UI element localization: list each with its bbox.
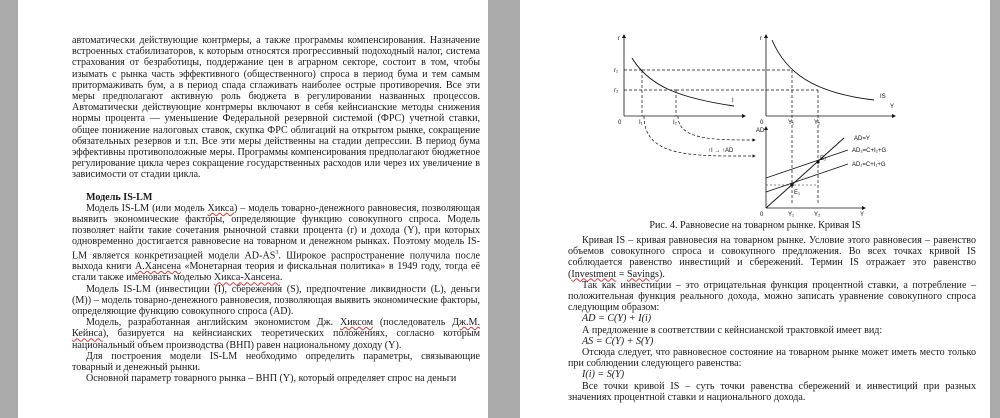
axis-label-r: r	[618, 36, 620, 42]
axis-label-y3: Y	[860, 212, 865, 218]
paragraph-equilibrium: Отсюда следует, что равновесное состояние на товарном рынке может иметь место только при соблюдении следующего равенства:	[568, 347, 976, 370]
is-panel	[642, 36, 894, 203]
paragraph-supply: А предложение в соответствии с кейнсианской трактовкой имеет вид:	[582, 324, 883, 336]
tick-y1-bottom: Y₁	[788, 212, 795, 218]
label-ad1: AD₁=C+I₁+G	[852, 162, 886, 168]
label-ad-equals-y: AD=Y	[854, 136, 870, 142]
paragraph-stabilizers: автоматически действующие контрмеры, а также программы компенсирования. Назначение встроенных стабилизаторов, к которым относятся прогрессивный подоходный налог, система страхования от безработицы, поддержание цен в аграрном секторе, состоит в том, чтобы изымать с рынка часть эффективного (общественного) спроса в период бума и тем самым притормаживать бум, а в период спада сглаживать наиболее острые противоречия. Все эти меры предполагают активную роль бюджета в регулировании названных процессов. Автоматически действующие контрмеры включают в себя кейнсианские методы снижения нормы процента — уменьшение Федеральной резервной системой (ФРС) учетной ставки, общее понижение налоговых ставок, скупка ФРС облигаций на открытом рынке, сокращение обязательных резервов и т.п. Все эти меры действенны на стадии депрессии. В период бума эффективны противоположные меры. Программы компенсирования предполагают бюджетное регулирование цикла через сокращение государственных расходов или через их увеличение в зависимости от стадии цикла.	[72, 35, 480, 181]
label-e1: E₁	[794, 190, 801, 196]
tick-i2: I₂	[673, 120, 677, 126]
origin-label-2: 0	[760, 120, 764, 126]
figure-caption: Рис. 4. Равновесие на товарном рынке. Кривая IS	[649, 220, 861, 231]
paragraph-model-variables: Модель IS-LM (инвестиции (I), сбережения (S), предпочтение ликвидности (L), деньги (M)) – модель товарно-денежного равновесия, позволяющая выявить экономические факторы, определяющие функцию совокупного спроса (AD).	[72, 283, 480, 318]
paragraph-parameters: Для построения модели IS-LM необходимо определить параметры, связывающие товарный и денежный рынки.	[72, 350, 480, 374]
right-document-page	[520, 0, 990, 418]
section-heading-is-lm: Модель IS-LM	[86, 191, 153, 203]
curve-label-is: IS	[880, 94, 886, 100]
tick-r2: r₂	[614, 88, 619, 94]
keynesian-cross-panel	[644, 116, 887, 218]
tick-y2: Y₂	[814, 120, 821, 126]
equation-ad: AD = C(Y) + I(i)	[582, 313, 652, 325]
tick-y2-bottom: Y₂	[814, 212, 821, 218]
paragraph-aggregate-demand: Так как инвестиции – это отрицательная функция процентной ставки, а потребление – положительная функция реального дохода, можно записать уравнение совокупного спроса следующим образом:	[568, 279, 976, 314]
point-e1	[790, 183, 793, 186]
axis-label-y: Y	[890, 104, 895, 110]
tick-y1: Y₁	[788, 120, 795, 126]
paragraph-model-definition: Модель IS-LM (или модель Хикса) – модель товарно-денежного равновесия, позволяющая выявить экономические факторы, определяющие функцию совокупного спроса. Модель позволяет найти такие сочетания рыночной ставки процента (r) и дохода (Y), при которых одновременно достигается равновесие на товарном и денежном рынках. Поэтому модель IS-LM является конкретизацией модели $AD-AS^3$. Широкое распространение получила после выхода книги А.Хансена «Монетарная теория и фискальная политика» в 1949 году, тогда её стали также именовать моделью Хикса-Хансена.	[72, 202, 480, 284]
right-page-text	[568, 235, 976, 403]
label-e2: E₂	[820, 156, 827, 162]
left-document-page	[18, 0, 488, 418]
investment-panel	[614, 36, 744, 126]
left-page-text	[72, 35, 480, 384]
axis-label-r2: r	[760, 36, 762, 42]
ad1-line	[766, 164, 848, 192]
ad-equals-y-line	[766, 138, 844, 208]
axis-label-ad: AD	[756, 128, 765, 134]
ad2-line	[766, 150, 848, 178]
equation-is: I(i) = S(Y)	[582, 369, 625, 381]
paragraph-gnp: Основной параметр товарного рынка – ВНП (Y), который определяет спрос на деньги	[86, 373, 457, 385]
curve-label-i: I	[732, 98, 734, 104]
label-investment-shift: ↑I → ↑AD	[708, 148, 734, 154]
investment-curve	[632, 58, 734, 106]
tick-r1: r₁	[614, 68, 619, 74]
label-ad2: AD₂=C+I₂+G	[852, 148, 887, 154]
tick-i1: I₁	[639, 120, 643, 126]
origin-label-1: 0	[618, 120, 622, 126]
equation-as: AS = C(Y) + S(Y)	[582, 335, 654, 347]
paragraph-is-points: Все точки кривой IS – суть точки равенства сбережений и инвестиций при разных значениях процентной ставки и национального дохода.	[568, 380, 976, 403]
is-curve-figure	[604, 28, 944, 218]
paragraph-model-origin: Модель, разработанная английским экономистом Дж. Хиксом (последователь Дж.М. Кейнса), базируется на кейнсианских теоретических положениях, согласно которым национальный объем производства (ВНП) равен национальному доходу (Y).	[72, 317, 480, 351]
paragraph-is-definition: Кривая IS – кривая равновесия на товарном рынке. Условие этого равновесия – равенство объемов совокупного спроса и совокупного предложения. Во всех точках кривой IS соблюдается равенство инвестиций и сбережений. Термин IS отражает это равенство (Investment = Savings).	[568, 235, 976, 280]
origin-label-3: 0	[760, 212, 764, 218]
